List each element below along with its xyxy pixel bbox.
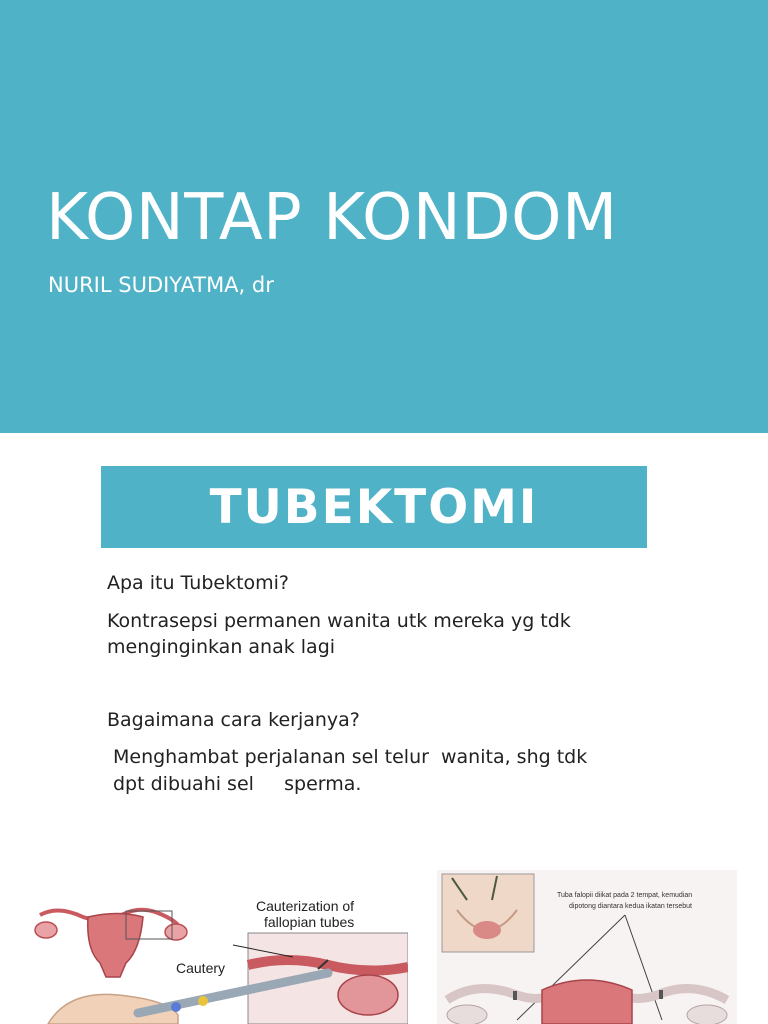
ligation-caption-line2: dipotong diantara kedua ikatan tersebut [569, 903, 692, 910]
answer-how-line1: Menghambat perjalanan sel telur wanita, shg tdk [113, 746, 588, 768]
cauterization-illustration [28, 895, 408, 1024]
title-slide [0, 0, 768, 433]
content-slide [0, 433, 768, 1024]
ovary-icon [338, 975, 398, 1015]
answer-what-is-line1: Kontrasepsi permanen wanita utk mereka yg tdk [107, 610, 571, 632]
answer-what-is-line2: menginginkan anak lagi [107, 636, 336, 658]
caption-line1: Cauterization of [256, 898, 355, 914]
section-banner [101, 466, 647, 548]
slide-subtitle: NURIL SUDIYATMA, dr [48, 273, 274, 297]
cautery-label: Cautery [176, 960, 226, 976]
answer-how-line2: dpt dibuahi sel sperma. [113, 773, 362, 795]
uterus-overview-icon [35, 910, 187, 977]
question-what-is: Apa itu Tubektomi? [107, 572, 290, 594]
slide-title: KONTAP KONDOM [46, 181, 618, 255]
ligation-caption-line1: Tuba falopii diikat pada 2 tempat, kemudian [557, 892, 693, 899]
body-inset [442, 874, 534, 952]
banner-title: TUBEKTOMI [209, 479, 539, 535]
caption-line2: fallopian tubes [264, 914, 355, 930]
question-how-it-works: Bagaimana cara kerjanya? [107, 709, 360, 731]
ligation-illustration [437, 870, 737, 1024]
